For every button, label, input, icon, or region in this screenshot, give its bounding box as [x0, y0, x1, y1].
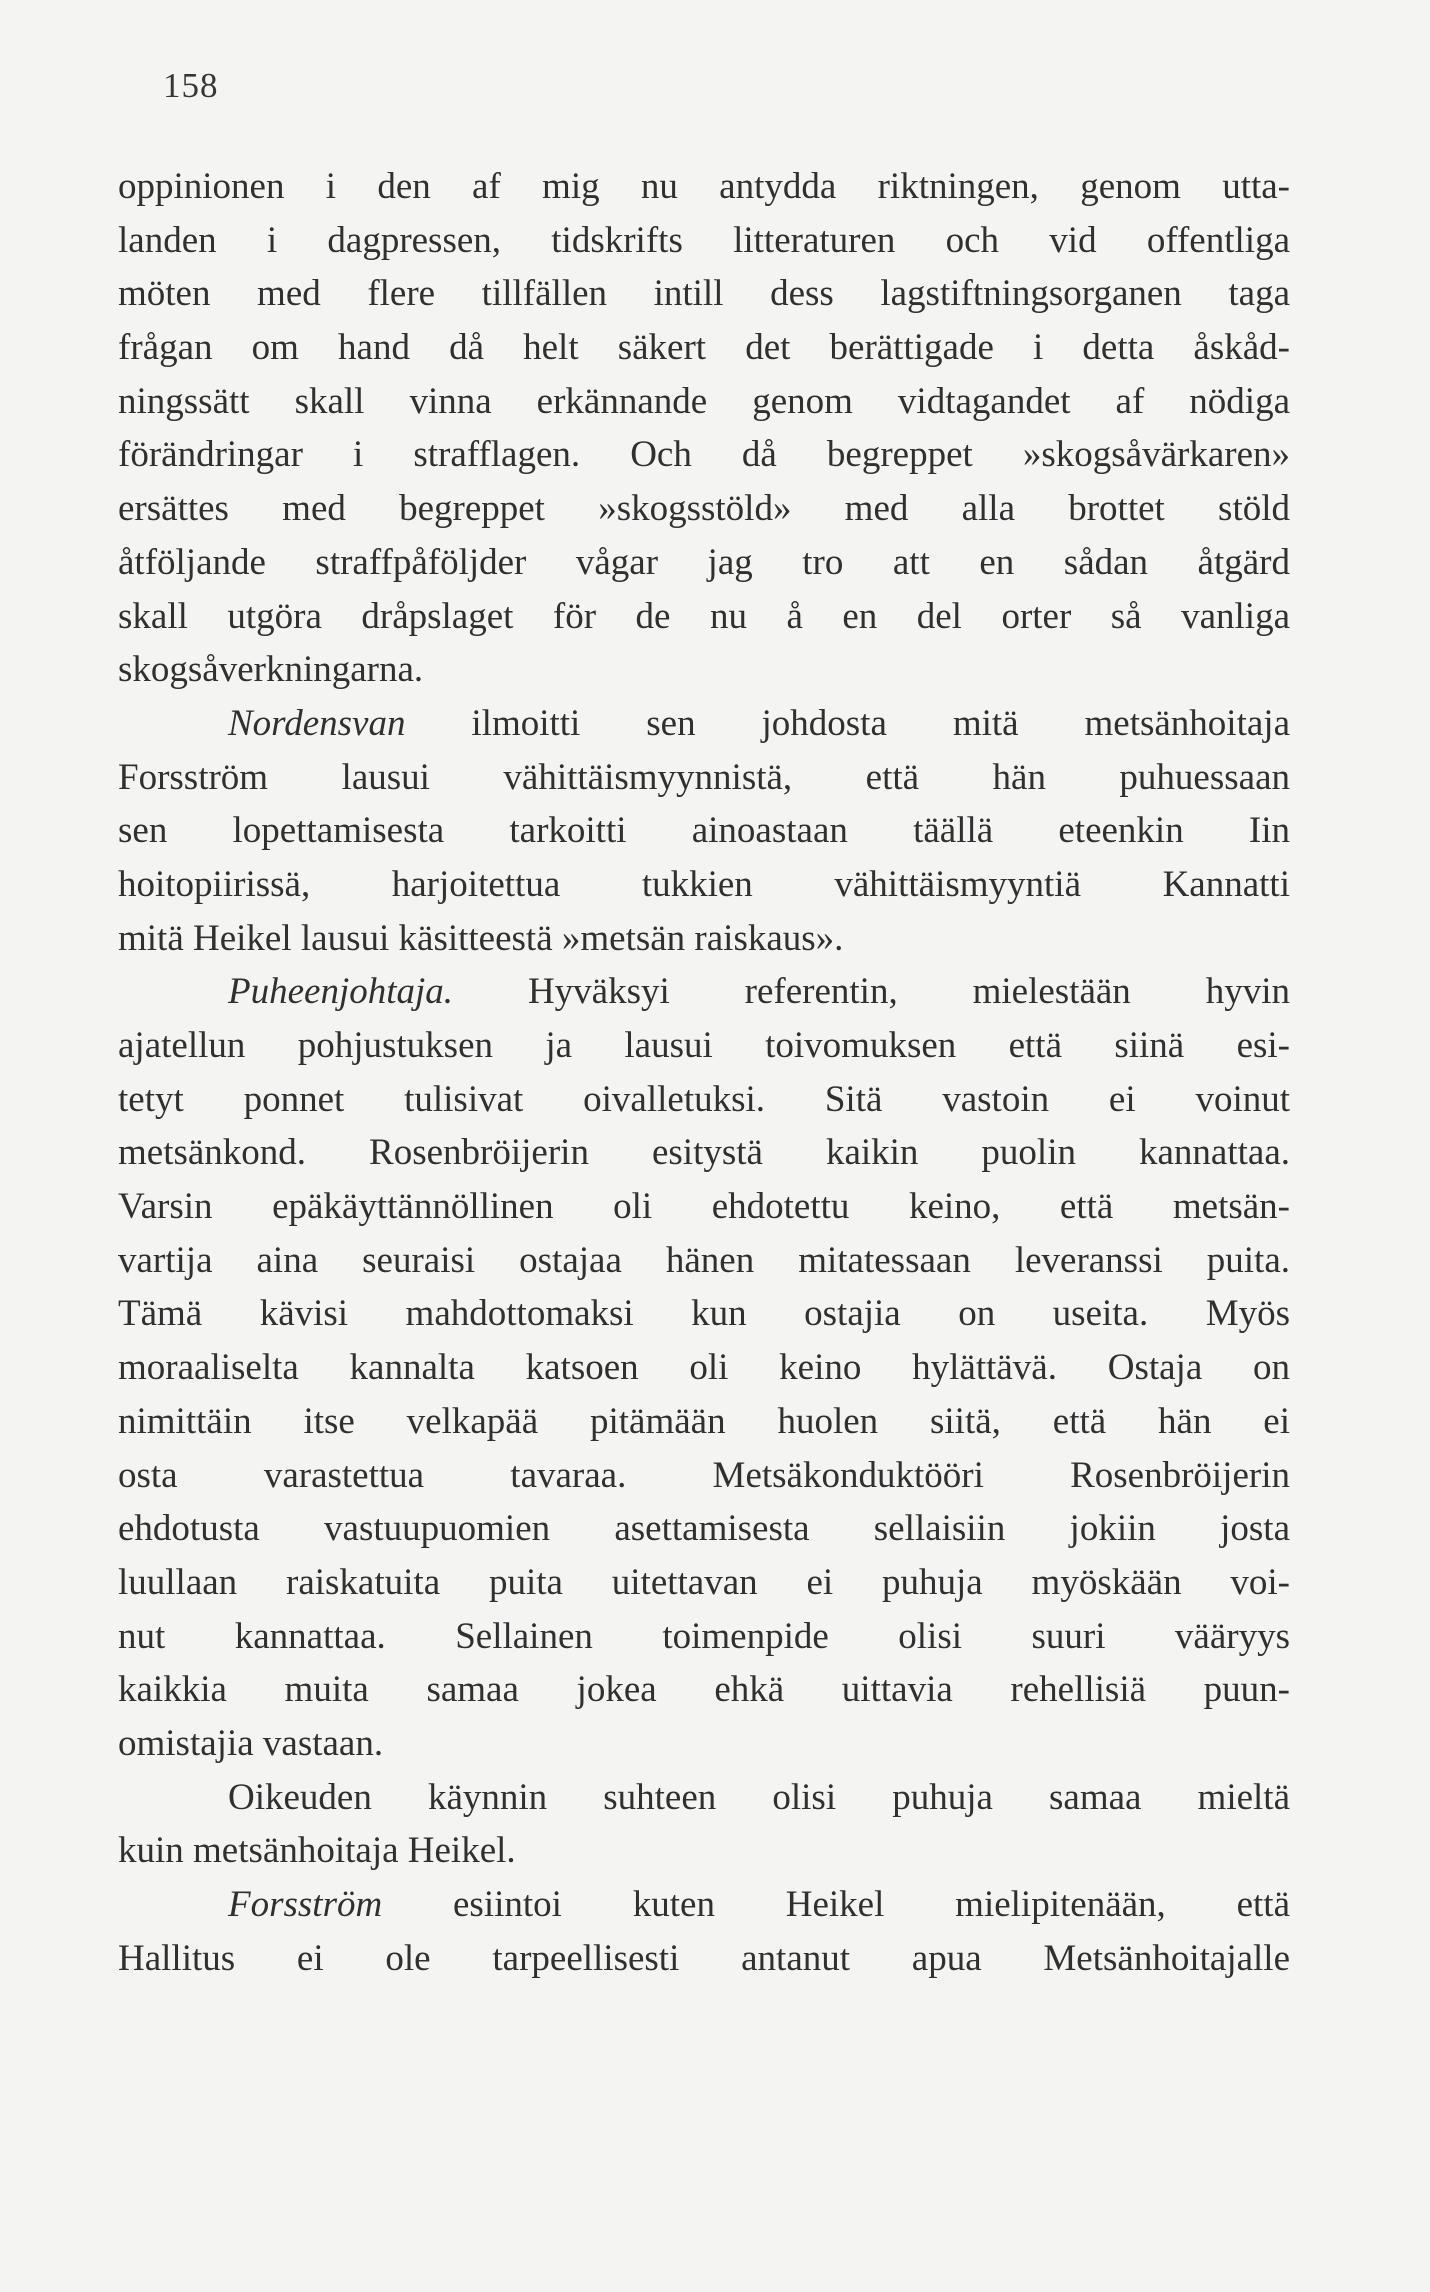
text-line: kuin metsänhoitaja Heikel. [118, 1830, 516, 1872]
text-line: kaikkia muita samaa jokea ehkä uittavia rehellisiä puun- [118, 1669, 1290, 1711]
text-line: oppinionen i den af mig nu antydda riktningen, genom utta- [118, 166, 1290, 207]
text-run: ilmoitti sen johdosta mitä metsänhoitaja [405, 702, 1290, 744]
text-line: nut kannattaa. Sellainen toimenpide olisi suuri vääryys [118, 1615, 1290, 1657]
speaker-name: Puheenjohtaja. [228, 971, 454, 1013]
text-line: metsänkond. Rosenbröijerin esitystä kaikin puolin kannattaa. [118, 1132, 1290, 1174]
text-line: ehdotusta vastuupuomien asettamisesta sellaisiin jokiin josta [118, 1508, 1290, 1550]
text-line: ningssätt skall vinna erkännande genom vidtagandet af nödiga [118, 380, 1290, 422]
text-line [118, 697, 1290, 751]
text-line: Forsström lausui vähittäismyynnistä, että hän puhuessaan [118, 756, 1290, 798]
text-line: moraaliselta kannalta katsoen oli keino hylättävä. Ostaja on [118, 1347, 1290, 1389]
text-line: ersättes med begreppet »skogsstöld» med alla brottet stöld [118, 488, 1290, 530]
text-line: frågan om hand då helt säkert det berättigade i detta åskåd- [118, 327, 1290, 369]
text-line: möten med flere tillfällen intill dess lagstiftningsorganen taga [118, 273, 1290, 315]
paragraph-nordensvan [118, 697, 1290, 965]
text-line [118, 965, 1290, 1019]
text-line: vartija aina seuraisi ostajaa hänen mitatessaan leveranssi puita. [118, 1239, 1290, 1281]
text-line: hoitopiirissä, harjoitettua tukkien vähittäismyyntiä Kannatti [118, 863, 1290, 905]
paragraph-oikeuden [118, 1771, 1290, 1878]
body-text [118, 160, 1290, 1985]
text-line: Tämä kävisi mahdottomaksi kun ostajia on useita. Myös [118, 1293, 1290, 1335]
text-line: Varsin epäkäyttännöllinen oli ehdotettu keino, että metsän- [118, 1186, 1290, 1228]
speaker-name: Nordensvan [228, 702, 406, 744]
speaker-name: Forsström [228, 1884, 383, 1925]
text-line: tetyt ponnet tulisivat oivalletuksi. Sitä vastoin ei voinut [118, 1078, 1290, 1120]
page-number: 158 [163, 66, 219, 105]
text-line: landen i dagpressen, tidskrifts litteraturen och vid offentliga [118, 219, 1290, 261]
text-line: åtföljande straffpåföljder vågar jag tro att en sådan åtgärd [118, 541, 1290, 583]
text-line: omistajia vastaan. [118, 1722, 384, 1764]
text-line: luullaan raiskatuita puita uitettavan ei puhuja myöskään voi- [118, 1561, 1290, 1603]
text-line: osta varastettua tavaraa. Metsäkonduktööri Rosenbröijerin [118, 1454, 1290, 1496]
text-line: skogsåverkningarna. [118, 649, 424, 691]
text-line: ajatellun pohjustuksen ja lausui toivomuksen että siinä esi- [118, 1025, 1290, 1066]
text-line: Hallitus ei ole tarpeellisesti antanut apua Metsänhoitajalle [118, 1937, 1290, 1979]
paragraph-puheenjohtaja [118, 965, 1290, 1770]
text-line: skall utgöra dråpslaget för de nu å en del orter så vanliga [118, 595, 1290, 637]
text-line [118, 1878, 1290, 1932]
paragraph-swedish [118, 160, 1290, 697]
text-line: nimittäin itse velkapää pitämään huolen siitä, että hän ei [118, 1400, 1290, 1442]
text-run: esiintoi kuten Heikel mielipitenään, että [382, 1884, 1290, 1925]
paragraph-forsstrom [118, 1878, 1290, 1985]
text-line: förändringar i strafflagen. Och då begreppet »skogsåvärkaren» [118, 434, 1290, 476]
text-line: Oikeuden käynnin suhteen olisi puhuja samaa mieltä [228, 1776, 1290, 1818]
text-line: sen lopettamisesta tarkoitti ainoastaan täällä eteenkin Iin [118, 810, 1290, 852]
text-run: Hyväksyi referentin, mielestään hyvin [453, 971, 1290, 1013]
text-line: mitä Heikel lausui käsitteestä »metsän raiskaus». [118, 917, 844, 959]
